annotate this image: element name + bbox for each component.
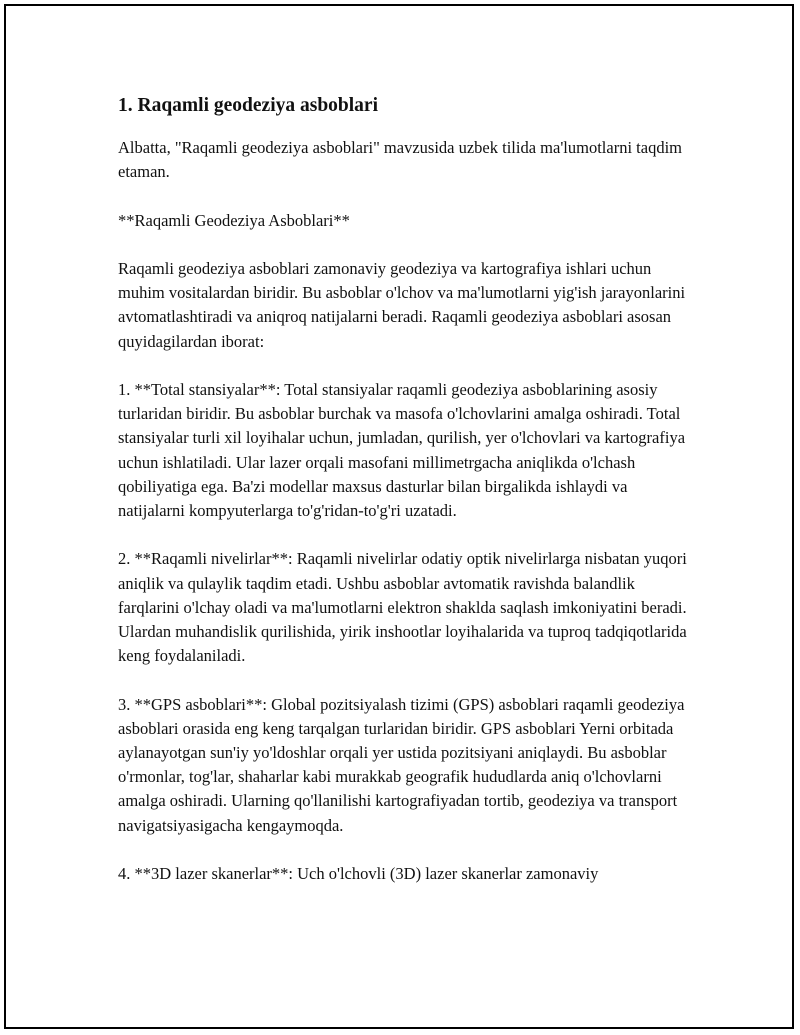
item-total-stations-paragraph: 1. **Total stansiyalar**: Total stansiyalar raqamli geodeziya asboblarining asosiy turlaridan biridir. Bu asboblar burchak va masofa o'lchovlarini amalga oshiradi. Total stansiyalar turli xil loyihalar uchun, jumladan, qurilish, yer o'lchovlari va kartografiya uchun ishlatiladi. Ular lazer orqali masofani millimetrgacha aniqlikda o'lchash qobiliyatiga ega. Ba'zi modellar maxsus dasturlar bilan birgalikda ishlaydi va natijalarni kompyuterlarga to'g'ridan-to'g'ri uzatadi. — [118, 379, 686, 520]
overview-paragraph: Raqamli geodeziya asboblari zamonaviy geodeziya va kartografiya ishlari uchun muhim vositalardan biridir. Bu asboblar o'lchov va ma'lumotlarni yig'ish jarayonlarini avtomatlashtiradi va aniqroq natijalarni beradi. Raqamli geodeziya asboblari asosan quyidagilardan iborat: — [118, 258, 686, 351]
section-heading: 1. Raqamli geodeziya asboblari — [118, 95, 379, 116]
item-3d-scanners-paragraph: 4. **3D lazer skanerlar**: Uch o'lchovli (3D) lazer skanerlar zamonaviy — [118, 864, 599, 883]
subtitle-paragraph: **Raqamli Geodeziya Asboblari** — [118, 210, 350, 230]
document-body — [118, 92, 688, 910]
intro-paragraph: Albatta, "Raqamli geodeziya asboblari" mavzusida uzbek tilida ma'lumotlarni taqdim etaman. — [118, 138, 682, 182]
item-gps-paragraph: 3. **GPS asboblari**: Global pozitsiyalash tizimi (GPS) asboblari raqamli geodeziya asboblari orasida eng keng tarqalgan turlaridan biridir. GPS asboblari Yerni orbitada aylanayotgan sun'iy yo'ldoshlar orqali yer ustida pozitsiyani aniqlaydi. Bu asboblar o'rmonlar, tog'lar, shaharlar kabi murakkab geografik hududlarda aniq o'lchovlarni amalga oshiradi. Ularning qo'llanilishi kartografiyadan tortib, geodeziya va transport navigatsiyasigacha kengaymoqda. — [118, 694, 685, 835]
item-digital-levels-paragraph: 2. **Raqamli nivelirlar**: Raqamli nivelirlar odatiy optik nivelirlarga nisbatan yuqori aniqlik va qulaylik taqdim etadi. Ushbu asboblar avtomatik ravishda balandlik farqlarini o'lchay oladi va ma'lumotlarni elektron shaklda saqlash imkoniyatini beradi. Ulardan muhandislik qurilishida, yirik inshootlar loyihalarida va tuproq tadqiqotlarida keng foydalaniladi. — [118, 549, 687, 666]
